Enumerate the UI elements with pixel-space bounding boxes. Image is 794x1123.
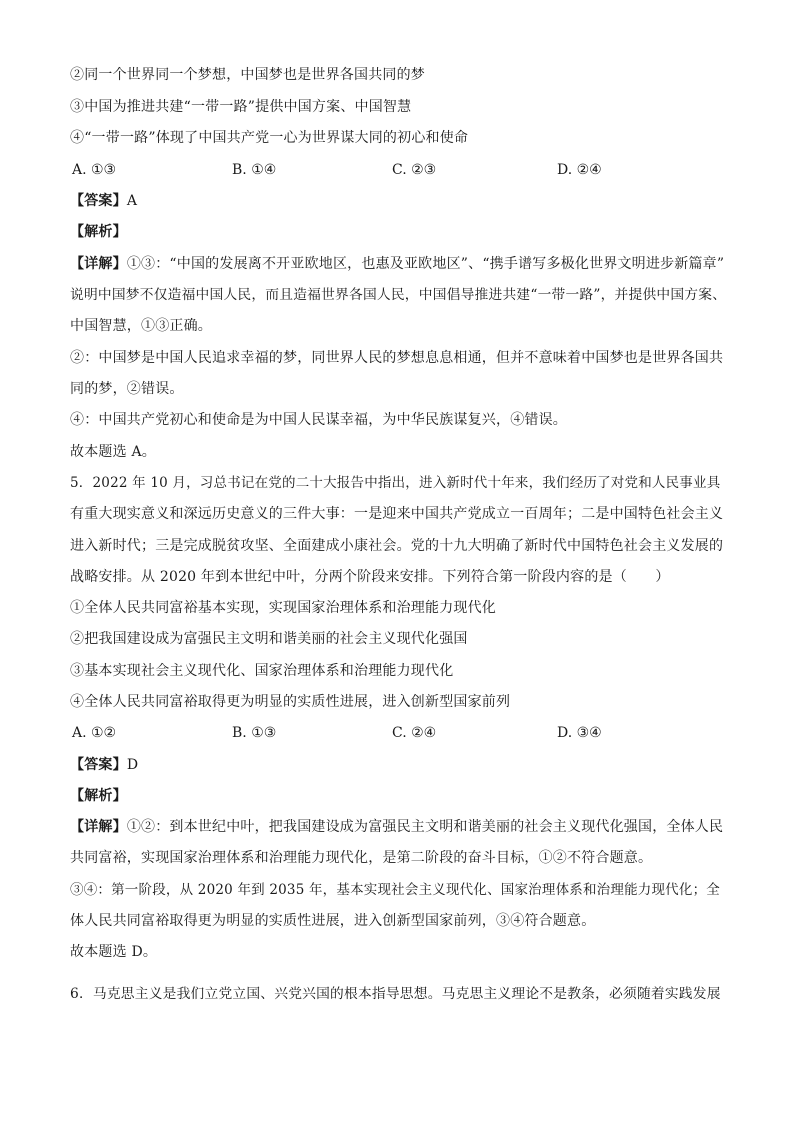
- q5-stem-line: 战略安排。从 2020 年到本世纪中叶，分两个阶段来安排。下列符合第一阶段内容的是（ ）: [70, 569, 670, 585]
- q4-analysis-heading: [70, 222, 730, 242]
- q4-detail-line: 中国智慧，①③正确。: [70, 318, 212, 334]
- q4-option-a: A. ①③: [72, 162, 117, 178]
- q4-conclusion: 故本题选 A。: [70, 444, 156, 460]
- answer-tag: 【答案】: [70, 193, 127, 209]
- q5-option-b: B. ①③: [232, 725, 277, 741]
- q5-detail-line: ③④：第一阶段，从 2020 年到 2035 年，基本实现社会主义现代化、国家治理体系和治理能力现代化；全: [70, 882, 720, 898]
- answer-value: A: [126, 193, 138, 209]
- q5-stem-line: 5．2022 年 10 月，习总书记在党的二十大报告中指出，进入新时代十年来，我们经历了对党和人民事业具: [70, 475, 721, 491]
- answer-value: D: [126, 757, 139, 773]
- q4-detail-line: ④：中国共产党初心和使命是为中国人民谋幸福，为中华民族谋复兴，④错误。: [70, 412, 567, 428]
- q5-option-c: C. ②④: [392, 725, 437, 741]
- analysis-tag: 【解析】: [70, 224, 127, 240]
- q4-answer: [70, 191, 730, 211]
- q4-detail-line: [70, 254, 730, 274]
- q4-item-2: ②同一个世界同一个梦想，中国梦也是世界各国共同的梦: [70, 67, 425, 83]
- q4-option-d: D. ②④: [557, 162, 602, 178]
- q4-options: [70, 160, 730, 180]
- q4-item-3: ③中国为推进共建“一带一路”提供中国方案、中国智慧: [70, 99, 412, 115]
- detail-tag: 【详解】: [70, 256, 127, 272]
- detail-text: ①②：到本世纪中叶，把我国建设成为富强民主文明和谐美丽的社会主义现代化强国，全体人民: [126, 819, 724, 835]
- q6-stem-line: 6．马克思主义是我们立党立国、兴党兴国的根本指导思想。马克思主义理论不是教条，必须随着实践发展: [70, 986, 721, 1002]
- q5-detail-line: 体人民共同富裕取得更为明显的实质性进展，进入创新型国家前列，③④符合题意。: [70, 913, 596, 929]
- q4-option-c: C. ②③: [392, 162, 437, 178]
- analysis-tag: 【解析】: [70, 788, 127, 804]
- q4-detail-line: ②：中国梦是中国人民追求幸福的梦，同世界人民的梦想息息相通，但并不意味着中国梦也是世界各国共: [70, 350, 724, 366]
- q4-item-4: ④“一带一路”体现了中国共产党一心为世界谋大同的初心和使命: [70, 130, 469, 146]
- q5-item-2: ②把我国建设成为富强民主文明和谐美丽的社会主义现代化强国: [70, 631, 468, 647]
- q5-conclusion: 故本题选 D。: [70, 944, 158, 960]
- detail-text: ①③：“中国的发展离不开亚欧地区，也惠及亚欧地区”、“携手谱写多极化世界文明进步新篇章”: [126, 256, 725, 272]
- q5-stem-line: 有重大现实意义和深远历史意义的三件大事：一是迎来中国共产党成立一百周年；二是中国特色社会主义: [70, 506, 724, 522]
- q4-detail-line: 说明中国梦不仅造福中国人民，而且造福世界各国人民，中国倡导推进共建“一带一路”，并提供中国方案、: [70, 287, 727, 303]
- q5-item-3: ③基本实现社会主义现代化、国家治理体系和治理能力现代化: [70, 663, 454, 679]
- detail-tag: 【详解】: [70, 819, 127, 835]
- q4-option-b: B. ①④: [232, 162, 277, 178]
- q5-option-a: A. ①②: [72, 725, 117, 741]
- q5-stem-line: 进入新时代；三是完成脱贫攻坚、全面建成小康社会。党的十九大明确了新时代中国特色社会主义发展的: [70, 538, 724, 554]
- q4-detail-line: 同的梦，②错误。: [70, 381, 184, 397]
- q5-answer: [70, 755, 730, 775]
- q5-item-1: ①全体人民共同富裕基本实现，实现国家治理体系和治理能力现代化: [70, 600, 496, 616]
- q5-detail-line: 共同富裕，实现国家治理体系和治理能力现代化，是第二阶段的奋斗目标，①②不符合题意。: [70, 850, 653, 866]
- q5-detail-line: [70, 817, 730, 837]
- answer-tag: 【答案】: [70, 757, 127, 773]
- q5-item-4: ④全体人民共同富裕取得更为明显的实质性进展，进入创新型国家前列: [70, 694, 511, 710]
- q5-option-d: D. ③④: [557, 725, 602, 741]
- q5-options: [70, 723, 730, 743]
- q5-analysis-heading: [70, 786, 730, 806]
